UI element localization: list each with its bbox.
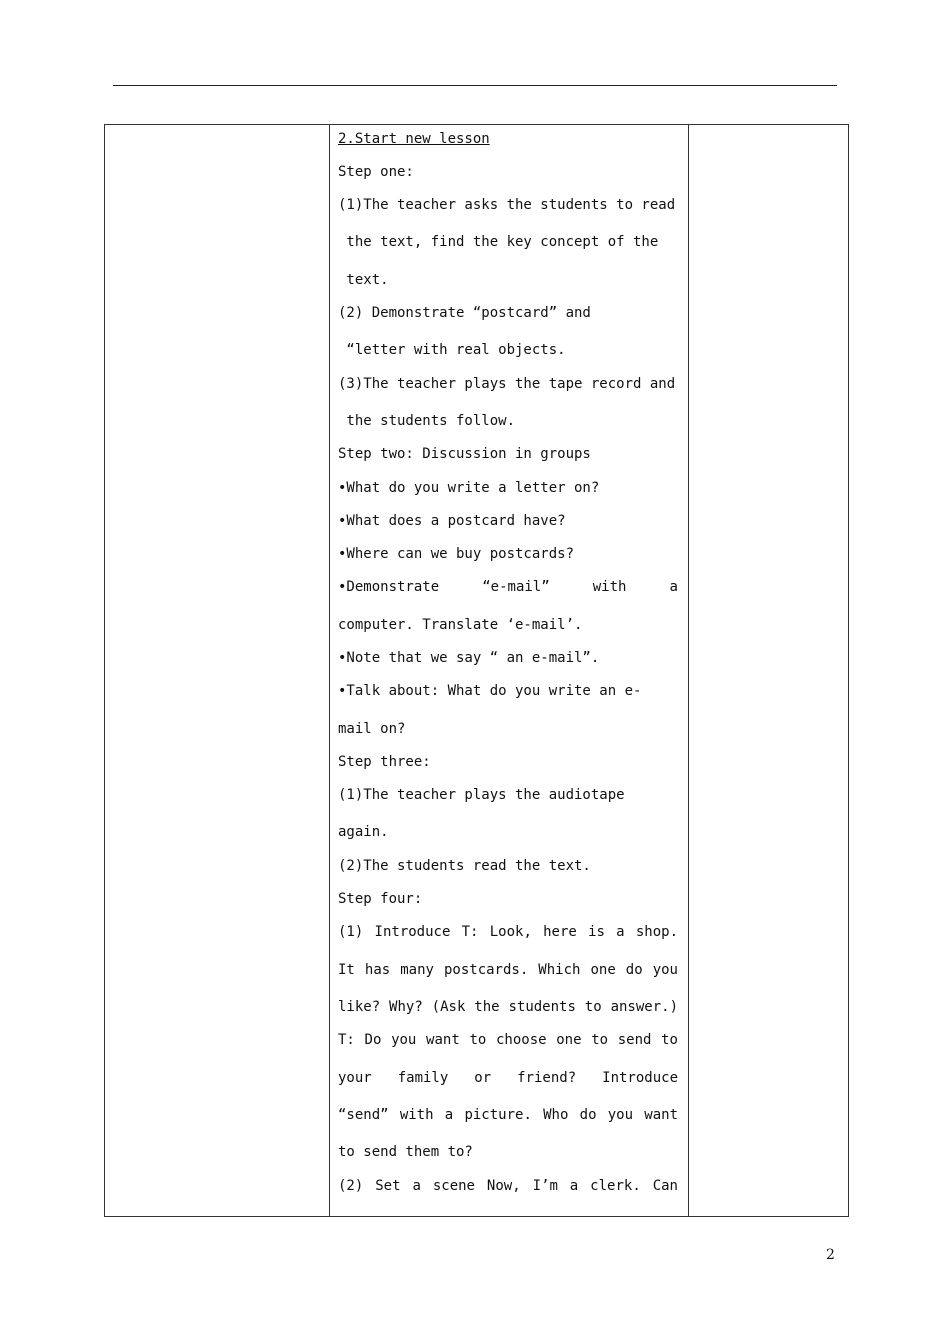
text-line: (3)The teacher plays the tape record and [338,376,676,392]
text-line: Step one: [338,164,414,180]
text-line: •Where can we buy postcards? [338,546,575,562]
text-line: text. [338,272,389,288]
text-line: to send them to? [338,1144,473,1160]
section-heading: 2.Start new lesson [338,131,490,147]
text-line: Step four: [338,891,423,907]
text-line: •What does a postcard have? [338,513,566,529]
text-line: computer. Translate ‘e-mail’. [338,617,583,633]
text-line: Step three: [338,754,431,770]
table-column-left [105,125,330,1216]
text-line: •Talk about: What do you write an e- [338,683,642,699]
text-line: (1)The teacher asks the students to read [338,197,676,213]
text-line: your family or friend? Introduce [338,1070,678,1086]
text-line: (2) Demonstrate “postcard” and [338,305,591,321]
text-line: (1) Introduce T: Look, here is a shop. [338,924,678,940]
text-line: (2)The students read the text. [338,858,591,874]
text-line: It has many postcards. Which one do you [338,962,678,978]
text-line: •Note that we say “ an e-mail”. [338,650,600,666]
text-line: again. [338,824,389,840]
text-line: the text, find the key concept of the [338,234,659,250]
text-line: mail on? [338,721,406,737]
text-line: like? Why? (Ask the students to answer.) [338,999,678,1015]
header-rule [113,85,837,86]
text-line: •Demonstrate “e-mail” with a [338,579,678,595]
text-line: T: Do you want to choose one to send to [338,1032,678,1048]
page-number: 2 [826,1247,835,1263]
table-column-right [688,125,848,1216]
text-line: Step two: Discussion in groups [338,446,591,462]
text-line: the students follow. [338,413,516,429]
text-line: “send” with a picture. Who do you want [338,1107,678,1123]
table-column-procedure [329,125,689,1216]
text-line: •What do you write a letter on? [338,480,600,496]
lesson-table [104,124,849,1217]
text-line: (1)The teacher plays the audiotape [338,787,625,803]
text-line: (2) Set a scene Now, I’m a clerk. Can [338,1178,678,1194]
text-line: “letter with real objects. [338,342,566,358]
